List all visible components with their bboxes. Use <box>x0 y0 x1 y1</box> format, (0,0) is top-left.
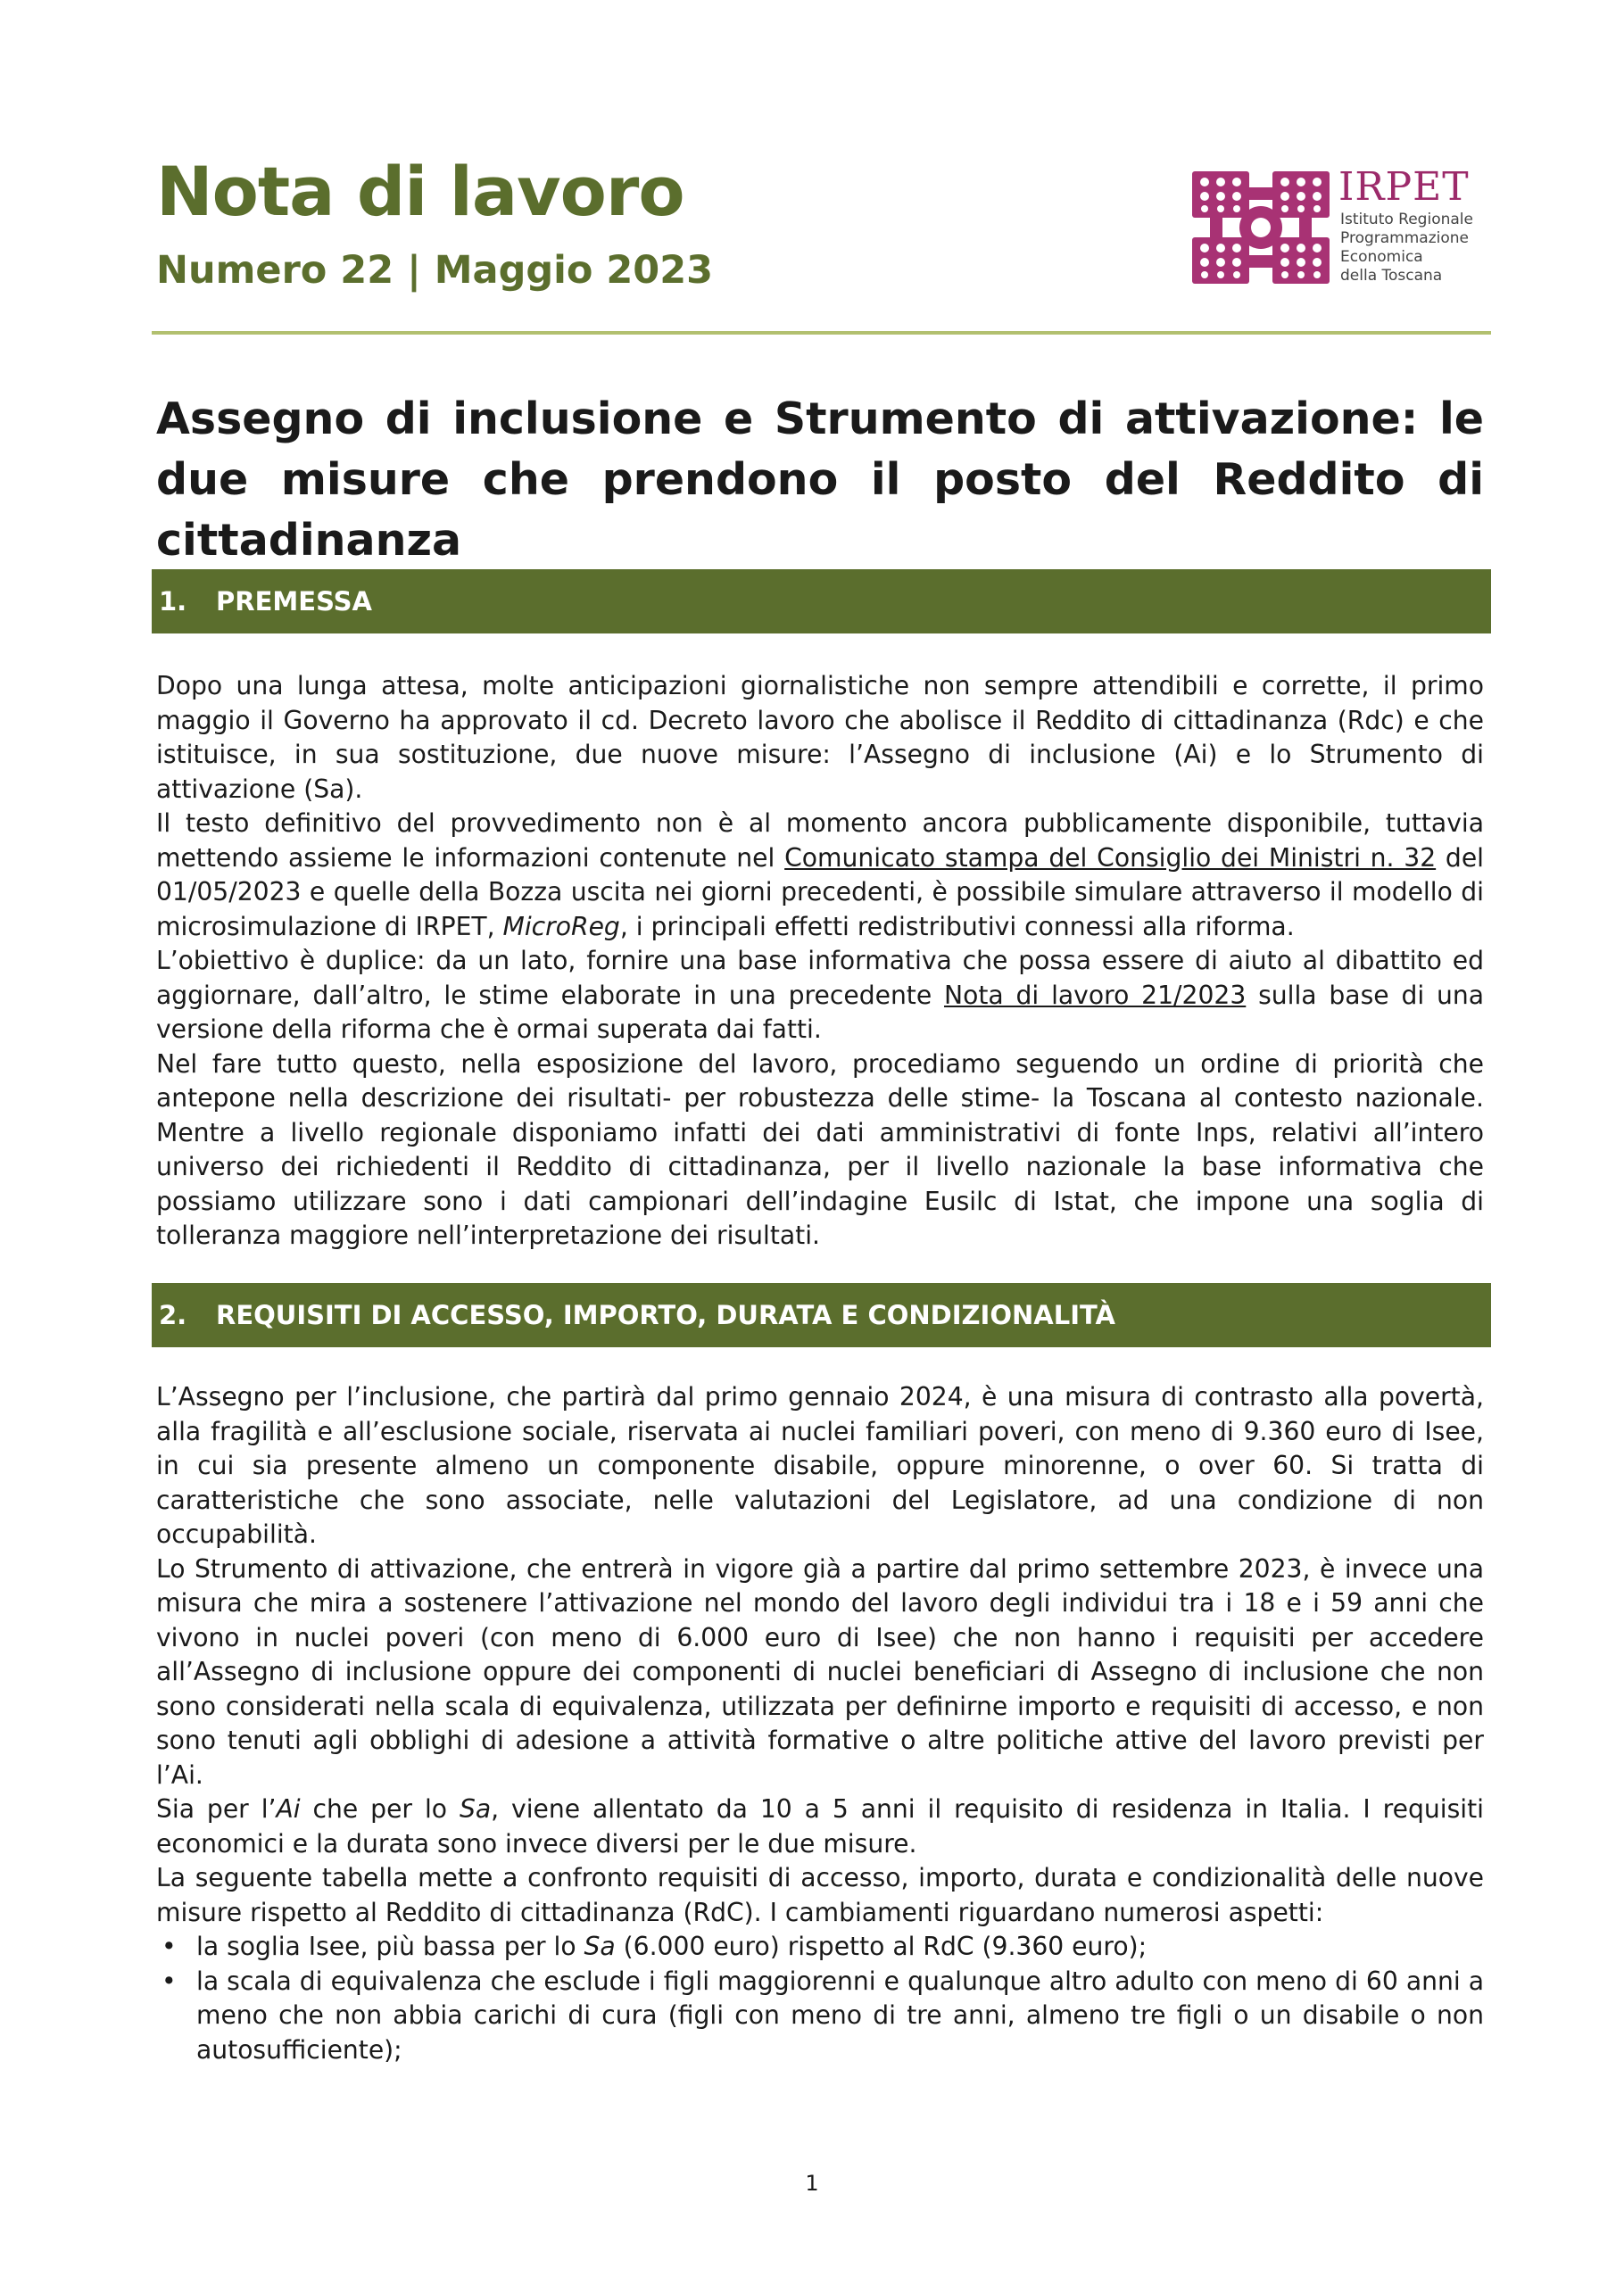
logo-line-4: della Toscana <box>1340 267 1443 285</box>
paragraph: Dopo una lunga attesa, molte anticipazioni giornalistiche non sempre attendibili e corrette, il primo maggio il Governo ha approvato il cd. Decreto lavoro che abolisce il Reddito di cittadinanza (Rdc) e che istituisce, in sua sostituzione, due nuove misure: l’Assegno di inclusione (Ai) e lo Strumento di attivazione (Sa). <box>156 671 1484 804</box>
section-title: REQUISITI DI ACCESSO, IMPORTO, DURATA E CONDIZIONALITÀ <box>216 1300 1115 1330</box>
section-2-body <box>156 1380 1484 2067</box>
list-item: • la scala di equivalenza che esclude i figli maggiorenni e qualunque altro adulto con meno di 60 anni a meno che non abbia carichi di cura (figli con meno di tre anni, almeno tre figli o un disabile o non autosufficiente); <box>162 1966 1484 2065</box>
section-heading-requisiti <box>152 1283 1491 1347</box>
header-divider <box>152 331 1491 335</box>
paragraph: Il testo definitivo del provvedimento non è al momento ancora pubblicamente disponibile, tuttavia mettendo assieme le informazioni contenute nel Comunicato stampa del Consiglio dei Ministri n. 32 del 01/05/2023 e quelle della Bozza uscita nei giorni precedenti, è possibile simulare attraverso il modello di microsimulazione di IRPET, MicroReg, i principali effetti redistributivi connessi alla riforma. <box>156 808 1484 941</box>
bullet-icon: • <box>162 1966 177 1996</box>
logo-line-1: Istituto Regionale <box>1340 211 1473 228</box>
section-number: 1. <box>159 586 187 617</box>
section-number: 2. <box>159 1300 187 1330</box>
page-number: 1 <box>805 2171 819 2196</box>
communique-link[interactable]: Comunicato stampa del Consiglio dei Ministri n. 32 <box>784 842 1437 873</box>
irpet-emblem-icon <box>1190 170 1331 286</box>
paragraph: Lo Strumento di attivazione, che entrerà in vigore già a partire dal primo settembre 2023, è invece una misura che mira a sostenere l’attivazione nel mondo del lavoro degli individui tra i 18 e i 59 anni che vivono in nuclei poveri (con meno di 6.000 euro di Isee) che non hanno i requisiti per accedere all’Assegno di inclusione oppure dei componenti di nuclei beneficiari di Assegno di inclusione che non sono considerati nella scala di equivalenza, utilizzata per definirne importo e requisiti di accesso, e non sono tenuti agli obblighi di adesione a attività formative o altre politiche attive del lavoro previsti per l’Ai. <box>156 1553 1484 1790</box>
section-1-body <box>156 669 1484 1254</box>
list-item: • la soglia Isee, più bassa per lo Sa (6.000 euro) rispetto al RdC (9.360 euro); <box>156 1930 1484 1965</box>
paragraph: L’Assegno per l’inclusione, che partirà dal primo gennaio 2024, è una misura di contrasto alla povertà, alla fragilità e all’esclusione sociale, riservata ai nuclei familiari poveri, con meno di 9.360 euro di Isee, in cui sia presente almeno un componente disabile, oppure minorenne, o over 60. Si tratta di caratteristiche che sono associate, nelle valutazioni del Legislatore, ad una condizione di non occupabilità. <box>156 1382 1484 1549</box>
document-series-title: Nota di lavoro <box>156 152 684 231</box>
paragraph: Nel fare tutto questo, nella esposizione del lavoro, procediamo seguendo un ordine di priorità che antepone nella descrizione dei risultati- per robustezza delle stime- la Toscana al contesto nazionale. Mentre a livello regionale disponiamo infatti dei dati amministrativi di fonte Inps, relativi all’intero universo dei richiedenti il Reddito di cittadinanza, per il livello nazionale la base informativa che possiamo utilizzare sono i dati campionari dell’indagine Eusilc di Istat, che impone una soglia di tolleranza maggiore nell’interpretazione dei risultati. <box>156 1048 1484 1250</box>
irpet-logo <box>1190 164 1489 289</box>
document-issue-date: Numero 22 | Maggio 2023 <box>156 248 714 293</box>
logo-line-2: Programmazione <box>1340 229 1469 247</box>
document-title: Assegno di inclusione e Strumento di attivazione: le due misure che prendono il posto del Reddito di cittadinanza <box>156 393 1484 566</box>
paragraph: Sia per l’Ai che per lo Sa, viene allentato da 10 a 5 anni il requisito di residenza in Italia. I requisiti economici e la durata sono invece diversi per le due misure. <box>156 1794 1484 1859</box>
paragraph: L’obiettivo è duplice: da un lato, fornire una base informativa che possa essere di aiuto al dibattito ed aggiornare, dall’altro, le stime elaborate in una precedente Nota di lavoro 21/2023 sulla base di una versione della riforma che è ormai superata dai fatti. <box>156 946 1484 1044</box>
bullet-icon: • <box>162 1932 177 1961</box>
paragraph: La seguente tabella mette a confronto requisiti di accesso, importo, durata e condizionalità delle nuove misure rispetto al Reddito di cittadinanza (RdC). I cambiamenti riguardano numerosi aspetti: <box>156 1863 1484 1927</box>
logo-wordmark: IRPET <box>1338 164 1470 210</box>
section-title: PREMESSA <box>216 586 372 617</box>
logo-line-3: Economica <box>1340 248 1423 266</box>
nota-di-lavoro-link[interactable]: Nota di lavoro 21/2023 <box>944 980 1247 1010</box>
section-heading-premessa <box>152 569 1491 633</box>
